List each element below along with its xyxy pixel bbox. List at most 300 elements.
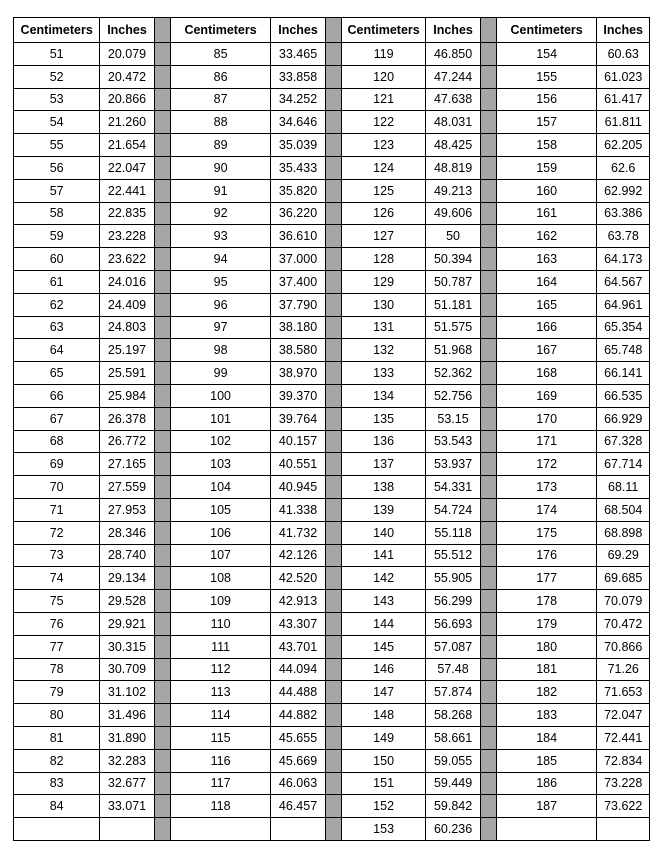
centimeters-cell: 145	[341, 635, 426, 658]
inches-cell: 43.307	[271, 612, 325, 635]
column-separator	[480, 339, 496, 362]
inches-cell: 44.094	[271, 658, 325, 681]
inches-cell: 25.591	[100, 362, 154, 385]
column-separator	[325, 658, 341, 681]
centimeters-cell: 141	[341, 544, 426, 567]
table-row	[14, 453, 650, 476]
centimeters-cell: 136	[341, 430, 426, 453]
inches-cell: 65.354	[597, 316, 650, 339]
column-separator	[480, 704, 496, 727]
centimeters-cell: 89	[170, 134, 271, 157]
inches-cell: 22.441	[100, 179, 154, 202]
table-row	[14, 498, 650, 521]
column-separator	[480, 612, 496, 635]
centimeters-cell: 55	[14, 134, 100, 157]
inches-cell: 41.338	[271, 498, 325, 521]
header-centimeters: Centimeters	[170, 18, 271, 43]
centimeters-cell: 59	[14, 225, 100, 248]
inches-cell: 54.724	[426, 498, 480, 521]
centimeters-cell: 114	[170, 704, 271, 727]
centimeters-cell: 60	[14, 248, 100, 271]
column-separator	[325, 316, 341, 339]
centimeters-cell: 70	[14, 476, 100, 499]
inches-cell: 63.386	[597, 202, 650, 225]
centimeters-cell: 127	[341, 225, 426, 248]
column-separator	[325, 293, 341, 316]
centimeters-cell: 68	[14, 430, 100, 453]
inches-cell: 26.378	[100, 407, 154, 430]
centimeters-cell: 57	[14, 179, 100, 202]
column-separator	[480, 111, 496, 134]
inches-cell: 29.528	[100, 590, 154, 613]
conversion-table-body	[14, 43, 650, 841]
inches-cell: 56.299	[426, 590, 480, 613]
table-row	[14, 544, 650, 567]
header-centimeters: Centimeters	[341, 18, 426, 43]
column-separator	[480, 818, 496, 841]
column-separator	[325, 612, 341, 635]
column-separator	[480, 635, 496, 658]
centimeters-cell: 144	[341, 612, 426, 635]
inches-cell: 57.087	[426, 635, 480, 658]
centimeters-cell: 131	[341, 316, 426, 339]
inches-cell: 40.157	[271, 430, 325, 453]
centimeters-cell: 98	[170, 339, 271, 362]
centimeters-cell: 111	[170, 635, 271, 658]
inches-cell: 37.400	[271, 270, 325, 293]
column-separator	[154, 270, 170, 293]
column-separator	[325, 453, 341, 476]
table-row	[14, 681, 650, 704]
inches-cell: 68.11	[597, 476, 650, 499]
inches-cell: 51.181	[426, 293, 480, 316]
column-separator	[154, 156, 170, 179]
centimeters-cell: 150	[341, 749, 426, 772]
inches-cell: 49.606	[426, 202, 480, 225]
centimeters-cell: 96	[170, 293, 271, 316]
column-separator	[325, 225, 341, 248]
centimeters-cell: 130	[341, 293, 426, 316]
centimeters-cell: 122	[341, 111, 426, 134]
centimeters-cell: 128	[341, 248, 426, 271]
centimeters-cell: 173	[496, 476, 597, 499]
column-separator	[325, 772, 341, 795]
inches-cell: 57.48	[426, 658, 480, 681]
centimeters-cell: 113	[170, 681, 271, 704]
inches-cell: 60.236	[426, 818, 480, 841]
centimeters-cell: 170	[496, 407, 597, 430]
table-row	[14, 384, 650, 407]
column-separator	[154, 590, 170, 613]
centimeters-cell: 109	[170, 590, 271, 613]
column-separator	[154, 18, 170, 43]
inches-cell: 67.328	[597, 430, 650, 453]
centimeters-cell: 155	[496, 65, 597, 88]
centimeters-cell: 185	[496, 749, 597, 772]
inches-cell: 63.78	[597, 225, 650, 248]
inches-cell: 31.496	[100, 704, 154, 727]
centimeters-cell: 75	[14, 590, 100, 613]
centimeters-cell: 54	[14, 111, 100, 134]
inches-cell: 60.63	[597, 43, 650, 66]
centimeters-cell: 87	[170, 88, 271, 111]
inches-cell: 53.15	[426, 407, 480, 430]
column-separator	[480, 43, 496, 66]
centimeters-cell: 108	[170, 567, 271, 590]
centimeters-cell: 69	[14, 453, 100, 476]
inches-cell: 65.748	[597, 339, 650, 362]
inches-cell: 55.118	[426, 521, 480, 544]
inches-cell: 24.016	[100, 270, 154, 293]
column-separator	[480, 590, 496, 613]
inches-cell: 46.457	[271, 795, 325, 818]
column-separator	[480, 772, 496, 795]
column-separator	[325, 567, 341, 590]
inches-cell: 25.984	[100, 384, 154, 407]
column-separator	[325, 704, 341, 727]
conversion-table	[13, 17, 650, 841]
header-centimeters: Centimeters	[14, 18, 100, 43]
inches-cell: 40.551	[271, 453, 325, 476]
header-inches: Inches	[271, 18, 325, 43]
centimeters-cell: 97	[170, 316, 271, 339]
inches-cell: 39.764	[271, 407, 325, 430]
inches-cell: 52.362	[426, 362, 480, 385]
inches-cell: 51.968	[426, 339, 480, 362]
column-separator	[325, 65, 341, 88]
inches-cell: 62.6	[597, 156, 650, 179]
column-separator	[480, 293, 496, 316]
inches-cell: 41.732	[271, 521, 325, 544]
centimeters-cell: 81	[14, 726, 100, 749]
table-row	[14, 270, 650, 293]
inches-cell: 46.063	[271, 772, 325, 795]
column-separator	[154, 635, 170, 658]
column-separator	[154, 65, 170, 88]
table-row	[14, 704, 650, 727]
inches-cell: 61.417	[597, 88, 650, 111]
centimeters-cell: 169	[496, 384, 597, 407]
centimeters-cell: 153	[341, 818, 426, 841]
column-separator	[154, 248, 170, 271]
column-separator	[480, 795, 496, 818]
header-row	[14, 18, 650, 43]
inches-cell: 43.701	[271, 635, 325, 658]
table-row	[14, 293, 650, 316]
table-row	[14, 795, 650, 818]
inches-cell: 42.126	[271, 544, 325, 567]
centimeters-cell: 92	[170, 202, 271, 225]
inches-cell: 70.472	[597, 612, 650, 635]
centimeters-cell: 117	[170, 772, 271, 795]
table-row	[14, 430, 650, 453]
table-row	[14, 658, 650, 681]
inches-cell: 52.756	[426, 384, 480, 407]
inches-cell: 48.031	[426, 111, 480, 134]
table-row	[14, 179, 650, 202]
centimeters-cell: 105	[170, 498, 271, 521]
centimeters-cell: 101	[170, 407, 271, 430]
inches-cell: 27.559	[100, 476, 154, 499]
centimeters-cell: 121	[341, 88, 426, 111]
centimeters-cell: 143	[341, 590, 426, 613]
inches-cell: 70.079	[597, 590, 650, 613]
column-separator	[480, 453, 496, 476]
inches-cell: 35.039	[271, 134, 325, 157]
column-separator	[480, 248, 496, 271]
inches-cell: 37.000	[271, 248, 325, 271]
inches-cell: 72.441	[597, 726, 650, 749]
inches-cell: 20.472	[100, 65, 154, 88]
centimeters-cell: 63	[14, 316, 100, 339]
column-separator	[154, 498, 170, 521]
column-separator	[154, 384, 170, 407]
inches-cell: 71.653	[597, 681, 650, 704]
centimeters-cell: 135	[341, 407, 426, 430]
column-separator	[325, 498, 341, 521]
inches-cell: 49.213	[426, 179, 480, 202]
centimeters-cell: 183	[496, 704, 597, 727]
centimeters-cell: 84	[14, 795, 100, 818]
inches-cell: 30.709	[100, 658, 154, 681]
centimeters-cell: 184	[496, 726, 597, 749]
inches-cell: 73.622	[597, 795, 650, 818]
column-separator	[154, 658, 170, 681]
inches-cell: 61.023	[597, 65, 650, 88]
centimeters-cell: 174	[496, 498, 597, 521]
column-separator	[325, 818, 341, 841]
inches-cell: 72.047	[597, 704, 650, 727]
inches-cell: 28.346	[100, 521, 154, 544]
inches-cell: 71.26	[597, 658, 650, 681]
inches-cell: 66.141	[597, 362, 650, 385]
centimeters-cell: 94	[170, 248, 271, 271]
column-separator	[154, 726, 170, 749]
centimeters-cell: 180	[496, 635, 597, 658]
column-separator	[325, 43, 341, 66]
inches-cell: 44.488	[271, 681, 325, 704]
centimeters-cell: 119	[341, 43, 426, 66]
centimeters-cell: 125	[341, 179, 426, 202]
centimeters-cell: 146	[341, 658, 426, 681]
inches-cell: 20.079	[100, 43, 154, 66]
column-separator	[325, 407, 341, 430]
inches-cell: 21.654	[100, 134, 154, 157]
centimeters-cell: 83	[14, 772, 100, 795]
inches-cell: 31.890	[100, 726, 154, 749]
column-separator	[154, 772, 170, 795]
centimeters-cell: 106	[170, 521, 271, 544]
inches-cell: 34.646	[271, 111, 325, 134]
column-separator	[325, 134, 341, 157]
column-separator	[480, 430, 496, 453]
centimeters-cell: 176	[496, 544, 597, 567]
centimeters-cell: 62	[14, 293, 100, 316]
column-separator	[154, 407, 170, 430]
inches-cell: 32.677	[100, 772, 154, 795]
inches-cell: 34.252	[271, 88, 325, 111]
centimeters-cell: 61	[14, 270, 100, 293]
column-separator	[325, 476, 341, 499]
centimeters-cell: 124	[341, 156, 426, 179]
column-separator	[154, 134, 170, 157]
inches-cell: 70.866	[597, 635, 650, 658]
column-separator	[325, 795, 341, 818]
centimeters-cell: 86	[170, 65, 271, 88]
centimeters-cell: 79	[14, 681, 100, 704]
inches-cell: 24.803	[100, 316, 154, 339]
inches-cell: 33.071	[100, 795, 154, 818]
centimeters-cell: 140	[341, 521, 426, 544]
centimeters-cell: 104	[170, 476, 271, 499]
table-row	[14, 156, 650, 179]
centimeters-cell: 120	[341, 65, 426, 88]
inches-cell: 33.465	[271, 43, 325, 66]
table-row	[14, 635, 650, 658]
inches-cell: 28.740	[100, 544, 154, 567]
column-separator	[480, 544, 496, 567]
table-row	[14, 316, 650, 339]
inches-cell: 26.772	[100, 430, 154, 453]
column-separator	[480, 270, 496, 293]
inches-cell: 58.661	[426, 726, 480, 749]
column-separator	[325, 339, 341, 362]
column-separator	[325, 384, 341, 407]
column-separator	[480, 134, 496, 157]
centimeters-cell: 58	[14, 202, 100, 225]
column-separator	[154, 521, 170, 544]
column-separator	[325, 544, 341, 567]
inches-cell: 64.567	[597, 270, 650, 293]
centimeters-cell: 118	[170, 795, 271, 818]
centimeters-cell: 172	[496, 453, 597, 476]
inches-cell: 48.425	[426, 134, 480, 157]
inches-cell: 62.205	[597, 134, 650, 157]
inches-cell: 35.433	[271, 156, 325, 179]
inches-cell: 64.173	[597, 248, 650, 271]
column-separator	[325, 590, 341, 613]
centimeters-cell: 138	[341, 476, 426, 499]
inches-cell: 39.370	[271, 384, 325, 407]
inches-cell: 50.787	[426, 270, 480, 293]
table-row	[14, 248, 650, 271]
centimeters-cell: 72	[14, 521, 100, 544]
centimeters-cell: 147	[341, 681, 426, 704]
column-separator	[154, 316, 170, 339]
column-separator	[154, 362, 170, 385]
column-separator	[325, 248, 341, 271]
column-separator	[154, 179, 170, 202]
table-row	[14, 202, 650, 225]
column-separator	[480, 681, 496, 704]
inches-cell: 37.790	[271, 293, 325, 316]
inches-cell: 48.819	[426, 156, 480, 179]
inches-cell: 53.543	[426, 430, 480, 453]
centimeters-cell: 148	[341, 704, 426, 727]
centimeters-cell: 74	[14, 567, 100, 590]
inches-cell: 59.055	[426, 749, 480, 772]
table-row	[14, 111, 650, 134]
inches-cell: 73.228	[597, 772, 650, 795]
inches-cell: 45.655	[271, 726, 325, 749]
centimeters-cell: 71	[14, 498, 100, 521]
table-row	[14, 339, 650, 362]
table-row	[14, 818, 650, 841]
centimeters-cell: 76	[14, 612, 100, 635]
centimeters-cell: 158	[496, 134, 597, 157]
centimeters-cell: 112	[170, 658, 271, 681]
centimeters-cell	[496, 818, 597, 841]
centimeters-cell: 162	[496, 225, 597, 248]
table-row	[14, 521, 650, 544]
inches-cell: 42.520	[271, 567, 325, 590]
table-row	[14, 476, 650, 499]
column-separator	[480, 88, 496, 111]
inches-cell: 59.449	[426, 772, 480, 795]
centimeters-cell: 165	[496, 293, 597, 316]
inches-cell: 44.882	[271, 704, 325, 727]
table-row	[14, 43, 650, 66]
centimeters-cell: 82	[14, 749, 100, 772]
centimeters-cell: 178	[496, 590, 597, 613]
column-separator	[325, 726, 341, 749]
centimeters-cell: 88	[170, 111, 271, 134]
centimeters-cell: 115	[170, 726, 271, 749]
inches-cell: 51.575	[426, 316, 480, 339]
column-separator	[480, 316, 496, 339]
header-inches: Inches	[426, 18, 480, 43]
column-separator	[480, 225, 496, 248]
inches-cell: 22.047	[100, 156, 154, 179]
inches-cell: 61.811	[597, 111, 650, 134]
inches-cell: 62.992	[597, 179, 650, 202]
inches-cell: 47.638	[426, 88, 480, 111]
table-row	[14, 749, 650, 772]
centimeters-cell: 116	[170, 749, 271, 772]
table-row	[14, 362, 650, 385]
inches-cell: 55.512	[426, 544, 480, 567]
centimeters-cell: 179	[496, 612, 597, 635]
inches-cell: 27.165	[100, 453, 154, 476]
centimeters-cell: 85	[170, 43, 271, 66]
header-inches: Inches	[597, 18, 650, 43]
centimeters-cell: 66	[14, 384, 100, 407]
column-separator	[154, 43, 170, 66]
column-separator	[154, 293, 170, 316]
centimeters-cell: 160	[496, 179, 597, 202]
inches-cell	[271, 818, 325, 841]
inches-cell: 22.835	[100, 202, 154, 225]
column-separator	[154, 430, 170, 453]
centimeters-cell: 107	[170, 544, 271, 567]
centimeters-cell: 157	[496, 111, 597, 134]
centimeters-cell: 129	[341, 270, 426, 293]
centimeters-cell: 187	[496, 795, 597, 818]
column-separator	[154, 88, 170, 111]
centimeters-cell: 152	[341, 795, 426, 818]
inches-cell: 67.714	[597, 453, 650, 476]
inches-cell: 21.260	[100, 111, 154, 134]
inches-cell: 29.134	[100, 567, 154, 590]
centimeters-cell: 123	[341, 134, 426, 157]
inches-cell: 69.29	[597, 544, 650, 567]
centimeters-cell: 134	[341, 384, 426, 407]
centimeters-cell: 65	[14, 362, 100, 385]
column-separator	[154, 544, 170, 567]
inches-cell: 25.197	[100, 339, 154, 362]
centimeters-cell: 181	[496, 658, 597, 681]
centimeters-cell: 52	[14, 65, 100, 88]
